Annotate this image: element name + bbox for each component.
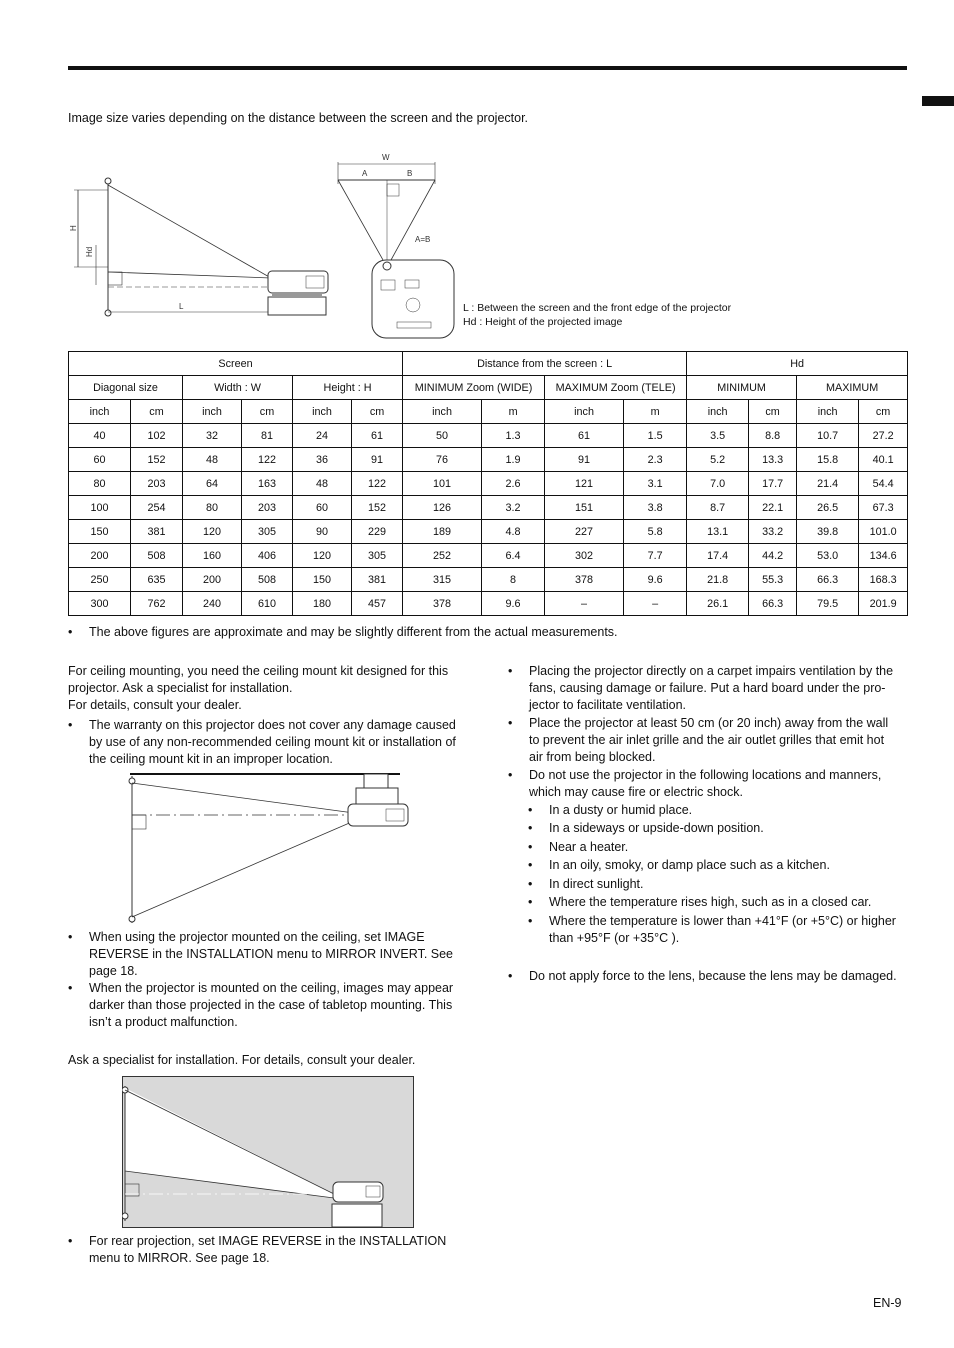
table-sub-header-row <box>69 376 908 400</box>
intro-text: Image size varies depending on the distance between the screen and the projector. <box>68 111 529 125</box>
table-cell: 8.8 <box>749 424 797 448</box>
table-cell: 9.6 <box>624 568 687 592</box>
table-cell: 305 <box>242 520 293 544</box>
unit-header-cell: inch <box>183 400 242 424</box>
table-cell: 21.8 <box>687 568 749 592</box>
table-group-header-row <box>69 352 908 376</box>
table-cell: 66.3 <box>797 568 859 592</box>
table-cell: 60 <box>293 496 352 520</box>
table-cell: 26.1 <box>687 592 749 616</box>
table-cell: 151 <box>545 496 624 520</box>
table-cell: 189 <box>403 520 482 544</box>
table-row <box>69 424 908 448</box>
length-l-label: L <box>179 302 184 311</box>
table-cell: 381 <box>131 520 183 544</box>
table-cell: 508 <box>242 568 293 592</box>
a-label: A <box>362 169 368 178</box>
table-cell: 1.5 <box>624 424 687 448</box>
table-cell: 80 <box>69 472 131 496</box>
table-cell: 378 <box>545 568 624 592</box>
b-label: B <box>407 169 413 178</box>
table-cell: 1.9 <box>482 448 545 472</box>
table-cell: 250 <box>69 568 131 592</box>
width-w-label: W <box>382 153 390 162</box>
header-screen: Screen <box>69 352 403 376</box>
rear-intro: Ask a specialist for installation. For details, consult your dealer. <box>68 1053 416 1067</box>
table-cell: 3.1 <box>624 472 687 496</box>
table-row <box>69 568 908 592</box>
height-h-label: H <box>69 225 78 231</box>
table-cell: 8.7 <box>687 496 749 520</box>
table-row <box>69 472 908 496</box>
legend-l: L : Between the screen and the front edge of the projector <box>463 302 732 314</box>
a-equals-b-label: A=B <box>415 235 431 244</box>
table-cell: 150 <box>293 568 352 592</box>
table-cell: 120 <box>293 544 352 568</box>
table-cell: 6.4 <box>482 544 545 568</box>
header-max-zoom: MAXIMUM Zoom (TELE) <box>545 376 687 400</box>
table-cell: 227 <box>545 520 624 544</box>
table-cell: 381 <box>352 568 403 592</box>
table-cell: 122 <box>352 472 403 496</box>
table-cell: 17.7 <box>749 472 797 496</box>
page-number: EN-9 <box>873 1296 902 1310</box>
table-row <box>69 592 908 616</box>
table-cell: – <box>545 592 624 616</box>
table-cell: 40 <box>69 424 131 448</box>
header-hd-min: MINIMUM <box>687 376 797 400</box>
table-cell: 229 <box>352 520 403 544</box>
table-cell: 17.4 <box>687 544 749 568</box>
rear-projection-diagram <box>122 1076 414 1228</box>
table-cell: 80 <box>183 496 242 520</box>
table-cell: 762 <box>131 592 183 616</box>
table-cell: 163 <box>242 472 293 496</box>
side-view-diagram <box>66 175 336 320</box>
table-cell: 201.9 <box>859 592 908 616</box>
table-cell: 7.0 <box>687 472 749 496</box>
table-cell: 1.3 <box>482 424 545 448</box>
table-cell: 61 <box>352 424 403 448</box>
section-tab-marker <box>922 96 954 106</box>
table-row <box>69 520 908 544</box>
table-cell: 121 <box>545 472 624 496</box>
table-cell: 54.4 <box>859 472 908 496</box>
table-cell: 315 <box>403 568 482 592</box>
unit-header-cell: cm <box>859 400 908 424</box>
unit-header-cell: m <box>624 400 687 424</box>
table-cell: 60 <box>69 448 131 472</box>
table-cell: 81 <box>242 424 293 448</box>
table-cell: 168.3 <box>859 568 908 592</box>
table-cell: 91 <box>545 448 624 472</box>
table-cell: 24 <box>293 424 352 448</box>
table-cell: 40.1 <box>859 448 908 472</box>
table-cell: 27.2 <box>859 424 908 448</box>
table-cell: 100 <box>69 496 131 520</box>
table-cell: 67.3 <box>859 496 908 520</box>
table-cell: 2.3 <box>624 448 687 472</box>
table-cell: 61 <box>545 424 624 448</box>
table-cell: 2.6 <box>482 472 545 496</box>
table-cell: 240 <box>183 592 242 616</box>
table-row <box>69 544 908 568</box>
unit-header-cell: inch <box>545 400 624 424</box>
header-rule <box>68 66 907 70</box>
table-cell: 457 <box>352 592 403 616</box>
header-hd: Hd <box>687 352 908 376</box>
projector-ceiling-icon <box>348 804 408 826</box>
header-min-zoom: MINIMUM Zoom (WIDE) <box>403 376 545 400</box>
table-cell: 152 <box>352 496 403 520</box>
table-cell: 64 <box>183 472 242 496</box>
table-cell: 126 <box>403 496 482 520</box>
bullet-dot: • <box>68 625 73 639</box>
table-cell: 13.1 <box>687 520 749 544</box>
ceiling-intro: For ceiling mounting, you need the ceiling mount kit designed for this projector. Ask a specialist for installation. For details, consult your dealer. <box>68 664 449 712</box>
table-cell: 150 <box>69 520 131 544</box>
table-cell: 26.5 <box>797 496 859 520</box>
unit-header-cell: inch <box>403 400 482 424</box>
legend-hd: Hd : Height of the projected image <box>463 316 623 328</box>
table-cell: 3.5 <box>687 424 749 448</box>
table-cell: 48 <box>293 472 352 496</box>
top-view-diagram <box>335 150 460 340</box>
table-cell: 44.2 <box>749 544 797 568</box>
table-cell: 22.1 <box>749 496 797 520</box>
unit-header-cell: m <box>482 400 545 424</box>
table-cell: 4.8 <box>482 520 545 544</box>
table-cell: 66.3 <box>749 592 797 616</box>
table-cell: 55.3 <box>749 568 797 592</box>
table-cell: 32 <box>183 424 242 448</box>
table-cell: 9.6 <box>482 592 545 616</box>
table-cell: 635 <box>131 568 183 592</box>
table-cell: 10.7 <box>797 424 859 448</box>
table-cell: 203 <box>131 472 183 496</box>
table-cell: 3.8 <box>624 496 687 520</box>
unit-header-cell: cm <box>242 400 293 424</box>
table-cell: 13.3 <box>749 448 797 472</box>
height-hd-label: Hd <box>85 246 94 257</box>
table-cell: 200 <box>183 568 242 592</box>
table-cell: 48 <box>183 448 242 472</box>
table-cell: 200 <box>69 544 131 568</box>
header-distance: Distance from the screen : L <box>403 352 687 376</box>
table-cell: 91 <box>352 448 403 472</box>
table-cell: 5.2 <box>687 448 749 472</box>
table-cell: 36 <box>293 448 352 472</box>
table-cell: 305 <box>352 544 403 568</box>
table-cell: 76 <box>403 448 482 472</box>
table-cell: 90 <box>293 520 352 544</box>
table-cell: 180 <box>293 592 352 616</box>
table-cell: 101.0 <box>859 520 908 544</box>
table-cell: 302 <box>545 544 624 568</box>
table-cell: 39.8 <box>797 520 859 544</box>
table-cell: 33.2 <box>749 520 797 544</box>
table-cell: 378 <box>403 592 482 616</box>
unit-header-cell: cm <box>131 400 183 424</box>
table-cell: 134.6 <box>859 544 908 568</box>
table-cell: 120 <box>183 520 242 544</box>
table-cell: 254 <box>131 496 183 520</box>
projection-distance-table <box>68 351 908 616</box>
table-cell: 101 <box>403 472 482 496</box>
table-unit-header-row <box>69 400 908 424</box>
table-cell: 7.7 <box>624 544 687 568</box>
unit-header-cell: inch <box>687 400 749 424</box>
table-cell: 406 <box>242 544 293 568</box>
ceiling-mount-diagram <box>124 771 414 926</box>
table-cell: 8 <box>482 568 545 592</box>
table-cell: 15.8 <box>797 448 859 472</box>
table-cell: 508 <box>131 544 183 568</box>
table-cell: 160 <box>183 544 242 568</box>
unit-header-cell: cm <box>352 400 403 424</box>
table-cell: 3.2 <box>482 496 545 520</box>
ceiling-bracket <box>364 774 388 788</box>
table-cell: 203 <box>242 496 293 520</box>
header-diagonal: Diagonal size <box>69 376 183 400</box>
table-cell: 252 <box>403 544 482 568</box>
table-row <box>69 448 908 472</box>
table-cell: 79.5 <box>797 592 859 616</box>
table-cell: 300 <box>69 592 131 616</box>
table-cell: 102 <box>131 424 183 448</box>
unit-header-cell: inch <box>69 400 131 424</box>
table-row <box>69 496 908 520</box>
projector-side-icon <box>268 271 328 293</box>
table-cell: 5.8 <box>624 520 687 544</box>
table-cell: 50 <box>403 424 482 448</box>
header-height: Height : H <box>293 376 403 400</box>
table-cell: 610 <box>242 592 293 616</box>
unit-header-cell: cm <box>749 400 797 424</box>
table-cell: 21.4 <box>797 472 859 496</box>
unit-header-cell: inch <box>293 400 352 424</box>
header-width: Width : W <box>183 376 293 400</box>
projector-top-icon <box>372 260 454 338</box>
header-hd-max: MAXIMUM <box>797 376 908 400</box>
table-cell: – <box>624 592 687 616</box>
table-cell: 122 <box>242 448 293 472</box>
table-cell: 53.0 <box>797 544 859 568</box>
projector-rear-icon <box>333 1182 383 1202</box>
table-cell: 152 <box>131 448 183 472</box>
unit-header-cell: inch <box>797 400 859 424</box>
